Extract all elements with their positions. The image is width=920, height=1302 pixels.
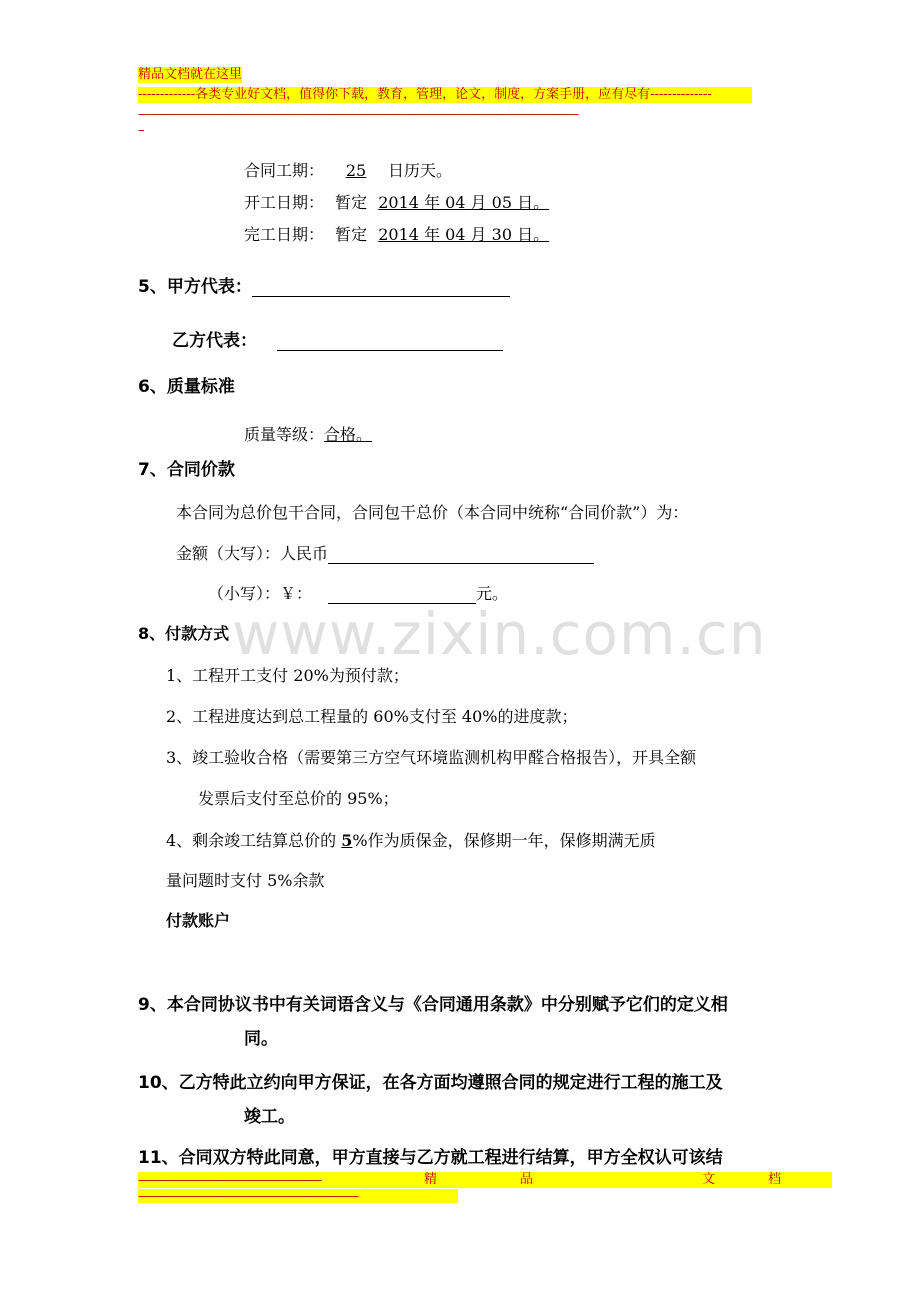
section7-heading: 7、合同价款	[138, 460, 235, 480]
header-title: 精品文档就在这里	[138, 67, 243, 82]
amount-in-figures-blank	[328, 585, 476, 604]
section10-line2: 竣工。	[244, 1107, 295, 1127]
payment-item-1: 1、工程开工支付 20%为预付款；	[166, 666, 409, 685]
amount-in-figures	[208, 581, 508, 604]
footer-char-3: 文	[702, 1172, 716, 1187]
amount-in-figures-suffix: 元。	[476, 584, 509, 603]
quality-grade-value: 合格。	[324, 425, 373, 444]
start-date-value: 2014 年 04 月 05 日。	[378, 193, 550, 212]
section6-heading: 6、质量标准	[138, 377, 235, 397]
start-date-prefix: 暂定	[335, 193, 368, 212]
quality-grade	[244, 422, 372, 445]
quality-grade-label: 质量等级：	[244, 425, 325, 444]
end-date-prefix: 暂定	[335, 225, 368, 244]
section9-line1: 9、本合同协议书中有关词语含义与《合同通用条款》中分别赋予它们的定义相	[138, 995, 728, 1015]
contract-price-text: 本合同为总价包干合同，合同包干总价（本合同中统称“合同价款”）为：	[176, 503, 689, 522]
end-date	[244, 222, 549, 245]
party-a-representative	[138, 272, 510, 297]
watermark: www.zixin.com.cn	[232, 600, 767, 668]
header-banner: -------------各类专业好文档，值得你下载，教育，管理，论文，制度，方案手册，应有尽有--------------	[138, 87, 752, 103]
footer-char-2: 品	[520, 1172, 534, 1187]
end-date-label: 完工日期：	[244, 225, 325, 244]
header-divider: ------------------------------------------------------------------------------------------------------------------------------------------------	[138, 107, 578, 121]
payment-item-3: 3、竣工验收合格（需要第三方空气环境监测机构甲醛合格报告），开具全额	[166, 748, 697, 767]
payment-item-3-cont: 发票后支付至总价的 95%；	[198, 789, 399, 808]
footer-char-1: 精	[424, 1172, 438, 1187]
payment-item-4	[166, 828, 656, 851]
party-b-representative	[172, 326, 503, 351]
payment-item-4-cont: 量问题时支付 5%余款	[166, 871, 325, 890]
payment-item-4-pre: 4、剩余竣工结算总价的	[166, 831, 342, 850]
section9-line2: 同。	[244, 1029, 278, 1049]
section10-line1: 10、乙方特此立约向甲方保证，在各方面均遵照合同的规定进行工程的施工及	[138, 1073, 723, 1093]
payment-item-2: 2、工程进度达到总工程量的 60%支付至 40%的进度款；	[166, 707, 578, 726]
contract-period	[244, 158, 452, 181]
payment-item-4-post: %作为质保金，保修期一年，保修期满无质	[352, 831, 656, 850]
section8-heading: 8、付款方式	[138, 624, 230, 643]
payment-account: 付款账户	[166, 911, 231, 930]
party-b-blank	[277, 330, 503, 351]
amount-in-words-label: 金额（大写）：人民币	[176, 544, 329, 563]
party-a-label: 5、甲方代表：	[138, 277, 252, 297]
footer-char-4: 档	[768, 1172, 782, 1187]
start-date	[244, 190, 549, 213]
end-date-value: 2014 年 04 月 30 日。	[378, 225, 550, 244]
amount-in-words-blank	[328, 545, 594, 564]
contract-period-label: 合同工期：	[244, 161, 325, 180]
footer-dashes-bottom: ------------------------------------------------------------------------	[138, 1189, 458, 1203]
contract-period-value: 25	[345, 161, 367, 180]
footer-dashes-left: ------------------------------------------------------------	[138, 1173, 322, 1187]
header-divider-tail: --	[138, 123, 145, 137]
footer-banner	[138, 1172, 832, 1188]
contract-period-suffix: 日历天。	[388, 161, 453, 180]
party-a-blank	[252, 276, 510, 297]
party-b-label: 乙方代表：	[172, 331, 257, 351]
payment-item-4-num: 5	[341, 831, 353, 850]
start-date-label: 开工日期：	[244, 193, 325, 212]
section11-line1: 11、合同双方特此同意，甲方直接与乙方就工程进行结算，甲方全权认可该结	[138, 1148, 723, 1168]
amount-in-words	[176, 541, 594, 564]
amount-in-figures-label: （小写）：￥：	[208, 584, 313, 603]
